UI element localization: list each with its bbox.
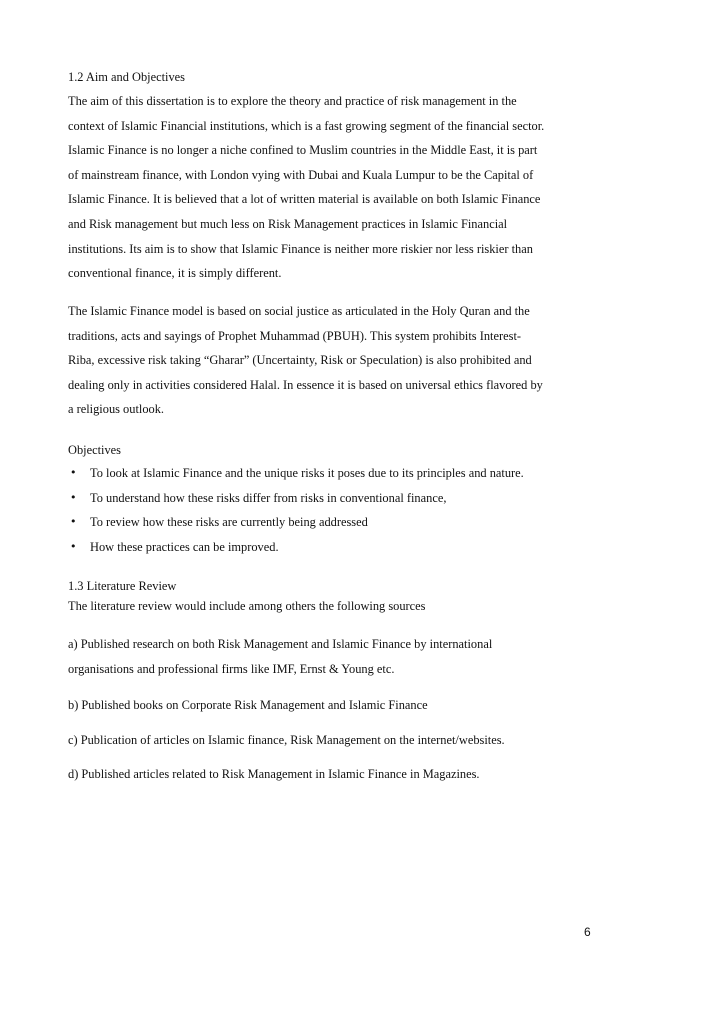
objective-text: To look at Islamic Finance and the unique risks it poses due to its principles and nature. [90, 466, 524, 480]
bullet-icon: • [70, 466, 77, 479]
paragraph-line: a) Published research on both Risk Management and Islamic Finance by international [68, 637, 493, 651]
bullet-icon: • [70, 515, 77, 529]
paragraph-line: Islamic Finance is no longer a niche confined to Muslim countries in the Middle East, it is part [68, 143, 538, 158]
section-heading-aim-objectives: 1.2 Aim and Objectives [68, 70, 186, 84]
bullet-icon: • [70, 539, 77, 553]
section-heading-literature-review: 1.3 Literature Review [68, 579, 177, 593]
paragraph-line: institutions. Its aim is to show that Islamic Finance is neither more riskier nor less riskier than [68, 241, 533, 256]
objective-text: To understand how these risks differ from risks in conventional finance, [90, 490, 447, 505]
paragraph-line: traditions, acts and sayings of Prophet Muhammad (PBUH). This system prohibits Interest- [68, 328, 522, 343]
objective-text: How these practices can be improved. [90, 539, 279, 554]
paragraph-line: organisations and professional firms like IMF, Ernst & Young etc. [68, 661, 395, 676]
aim-paragraph [68, 89, 608, 286]
source-c: c) Publication of articles on Islamic finance, Risk Management on the internet/websites. [68, 733, 505, 747]
source-a-paragraph [68, 632, 608, 681]
list-item [68, 510, 524, 535]
paragraph-line: context of Islamic Financial institutions, which is a fast growing segment of the financial sector. [68, 118, 545, 133]
source-b: b) Published books on Corporate Risk Management and Islamic Finance [68, 698, 428, 712]
literature-review-intro: The literature review would include among others the following sources [68, 599, 426, 613]
list-item [68, 461, 524, 486]
objective-text: To review how these risks are currently being addressed [90, 515, 368, 530]
paragraph-line: Riba, excessive risk taking “Gharar” (Uncertainty, Risk or Speculation) is also prohibited and [68, 353, 532, 368]
paragraph-line: Islamic Finance. It is believed that a lot of written material is available on both Islamic Finance [68, 192, 541, 207]
paragraph-line: of mainstream finance, with London vying with Dubai and Kuala Lumpur to be the Capital of [68, 167, 534, 182]
paragraph-line: dealing only in activities considered Halal. In essence it is based on universal ethics flavored by [68, 377, 543, 392]
bullet-icon: • [70, 490, 77, 504]
paragraph-line: and Risk management but much less on Risk Management practices in Islamic Financial [68, 216, 508, 231]
source-d: d) Published articles related to Risk Management in Islamic Finance in Magazines. [68, 767, 480, 781]
objectives-list [68, 461, 524, 559]
paragraph-line: a religious outlook. [68, 402, 165, 417]
list-item [68, 486, 524, 511]
objectives-heading: Objectives [68, 443, 121, 457]
islamic-finance-model-paragraph [68, 299, 608, 422]
list-item [68, 535, 524, 560]
paragraph-line: The aim of this dissertation is to explore the theory and practice of risk management in the [68, 94, 517, 108]
page-number: 6 [584, 925, 591, 939]
paragraph-line: The Islamic Finance model is based on social justice as articulated in the Holy Quran and the [68, 304, 530, 318]
paragraph-line: conventional finance, it is simply different. [68, 266, 282, 281]
